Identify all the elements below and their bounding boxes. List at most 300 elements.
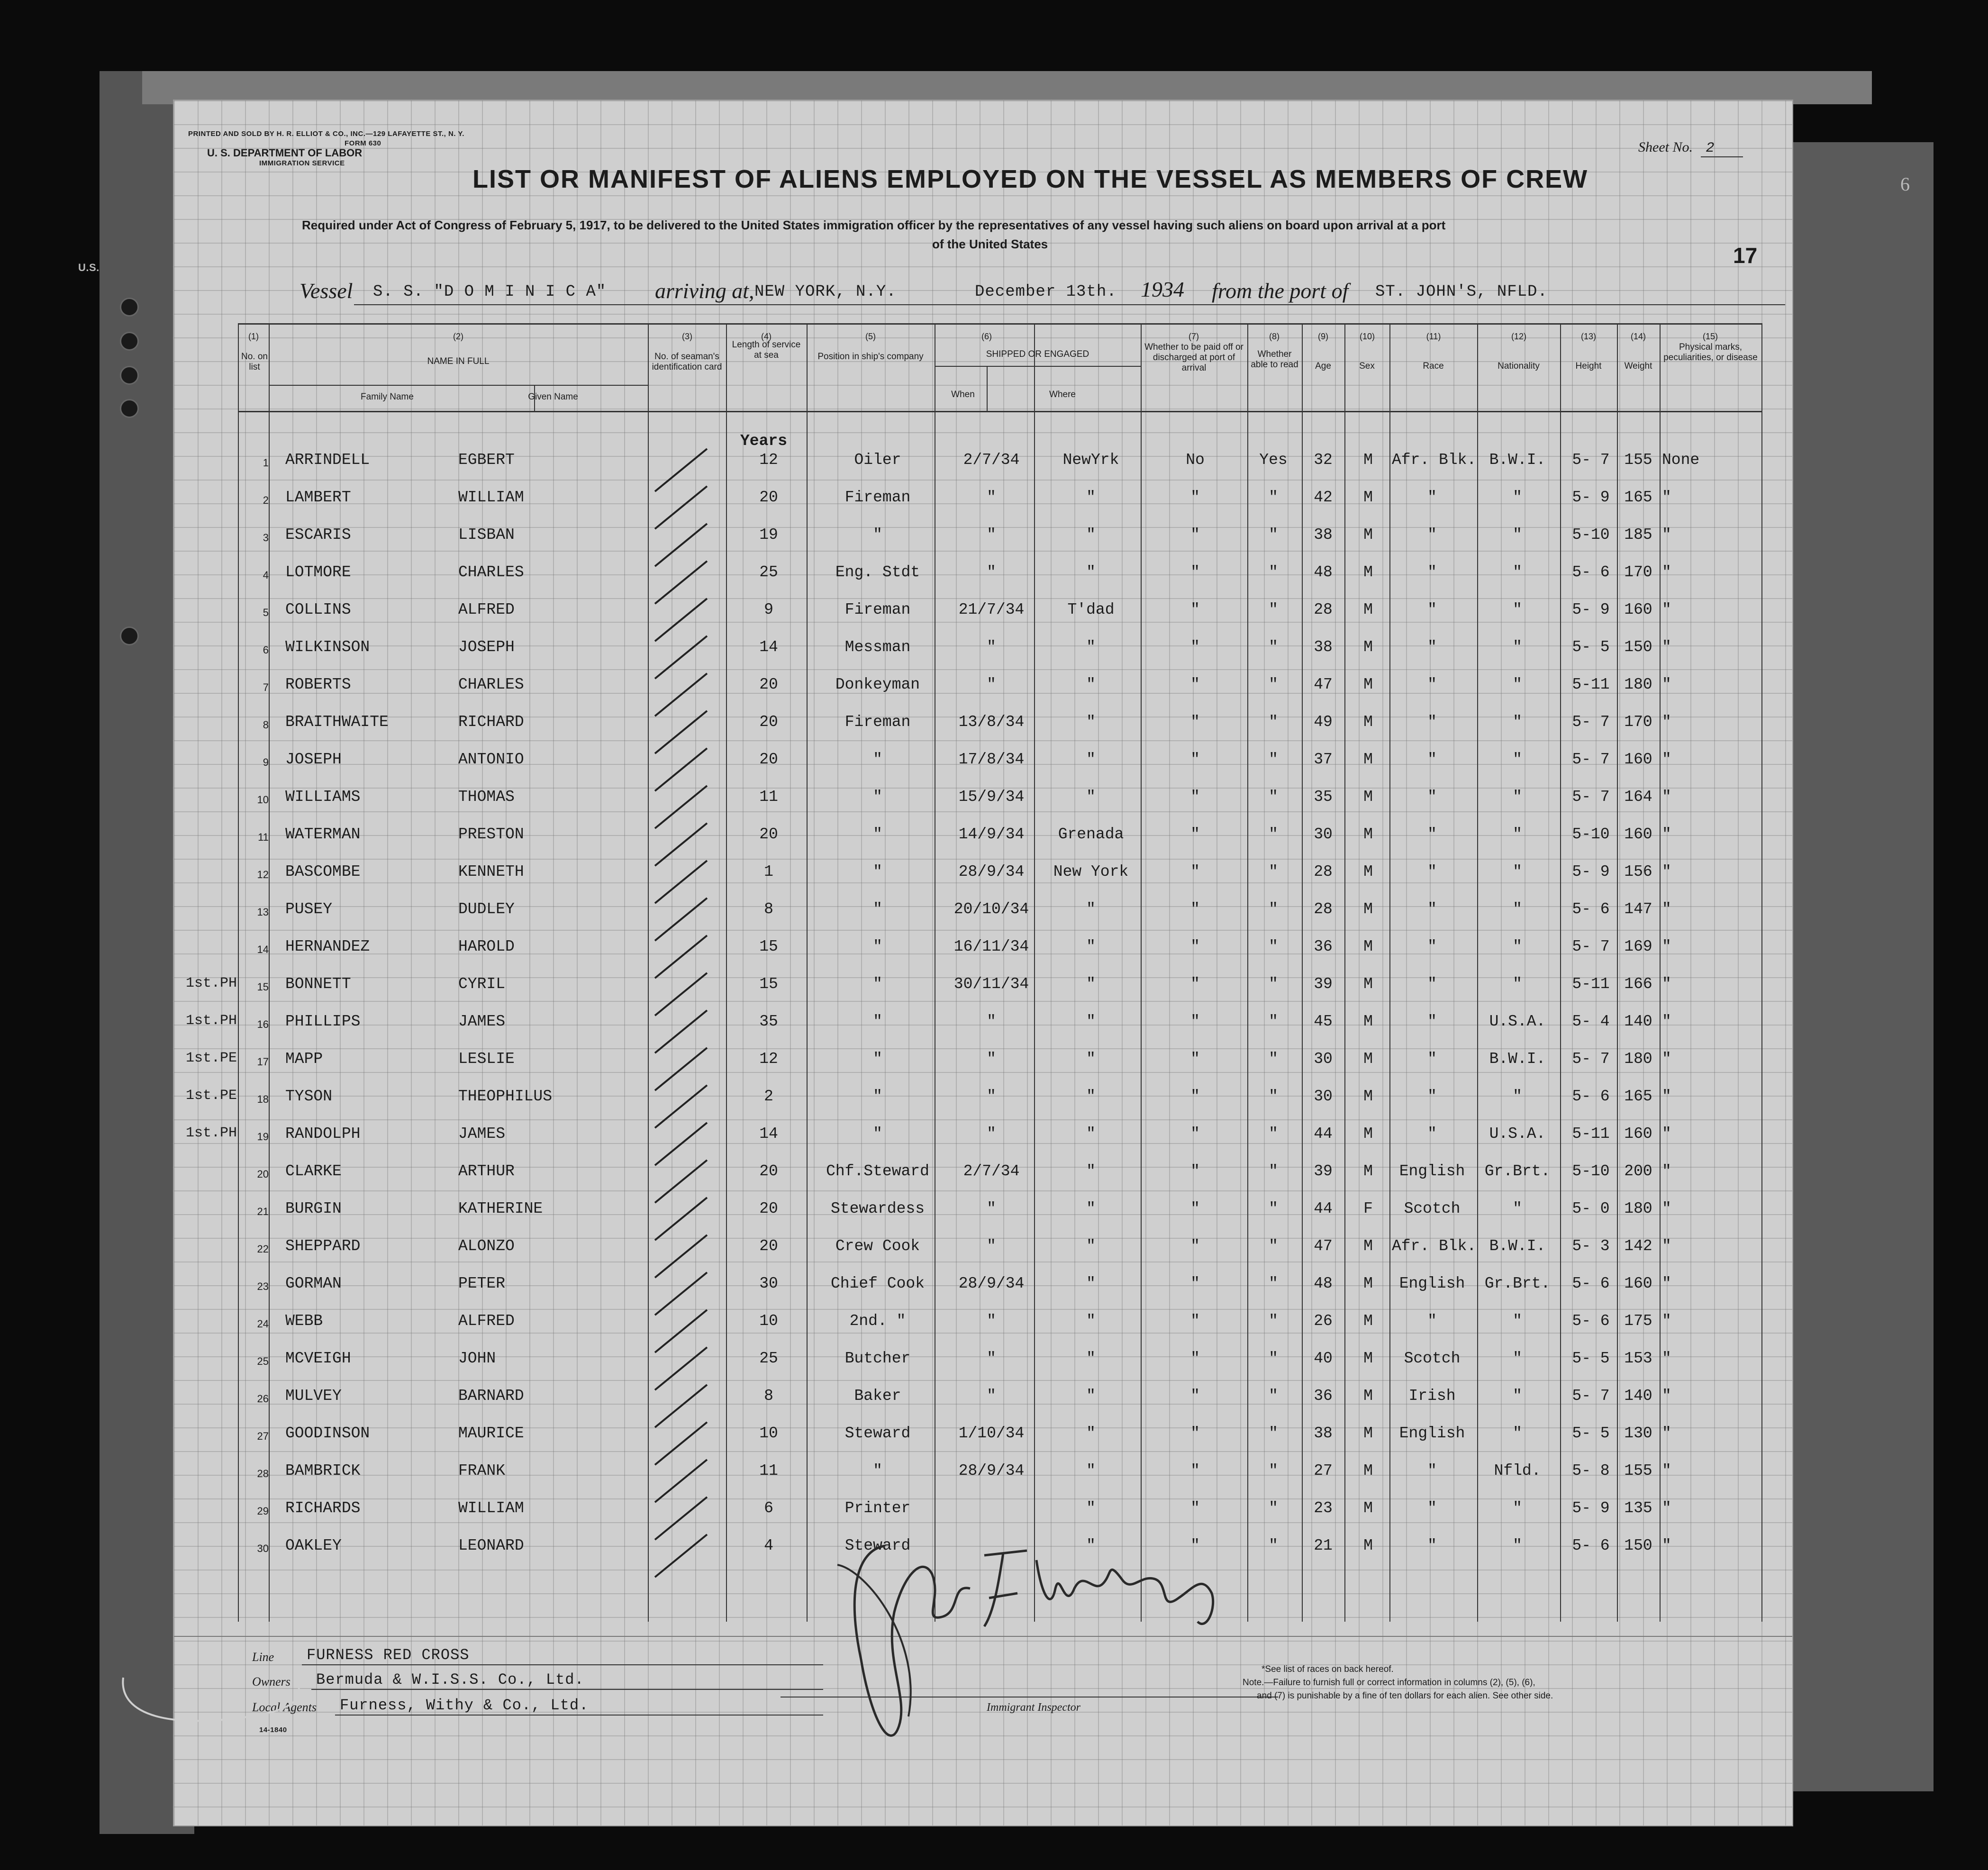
backing-sheet-right xyxy=(1791,142,1934,1791)
cell-weight: 153 xyxy=(1624,1350,1652,1367)
cell-age: 39 xyxy=(1314,1162,1333,1180)
cell-phys: " xyxy=(1662,638,1671,656)
cell-phys: " xyxy=(1662,1275,1671,1292)
cell-weight: 180 xyxy=(1624,1050,1652,1068)
arrival-date: December 13th. xyxy=(975,283,1117,301)
cell-race: Afr. Blk. xyxy=(1392,451,1477,469)
cell-given: KATHERINE xyxy=(458,1200,543,1217)
cell-weight: 164 xyxy=(1624,788,1652,806)
cell-height: 5-10 xyxy=(1572,526,1610,544)
cell-phys: " xyxy=(1662,1200,1671,1217)
cell-race: " xyxy=(1427,601,1437,618)
cell-weight: 180 xyxy=(1624,1200,1652,1217)
cell-read: " xyxy=(1269,563,1278,581)
cell-race: " xyxy=(1427,1013,1437,1030)
cell-phys: " xyxy=(1662,1537,1671,1554)
column-number: (5) xyxy=(865,332,876,341)
cell-paid: " xyxy=(1190,1499,1200,1517)
cell-height: 5- 5 xyxy=(1572,1425,1610,1442)
cell-weight: 140 xyxy=(1624,1013,1652,1030)
cell-weight: 166 xyxy=(1624,975,1652,993)
cell-given: LISBAN xyxy=(458,526,515,544)
cell-given: MAURICE xyxy=(458,1425,524,1442)
cell-no: 8 xyxy=(263,719,269,731)
owners-label: Owners xyxy=(252,1675,290,1688)
cell-service: 20 xyxy=(759,751,778,768)
cell-age: 30 xyxy=(1314,1088,1333,1105)
column-header-position: Position in ship's company xyxy=(817,352,924,362)
check-mark xyxy=(655,861,707,903)
cell-position: " xyxy=(873,526,882,544)
cell-phys: " xyxy=(1662,1387,1671,1405)
cell-read: " xyxy=(1269,1462,1278,1480)
cell-phys: " xyxy=(1662,1425,1671,1442)
cell-no: 18 xyxy=(257,1093,269,1105)
cell-where: " xyxy=(1086,713,1096,731)
arriving-port: NEW YORK, N.Y. xyxy=(754,283,897,301)
margin-us-label: U.S. xyxy=(78,262,100,273)
cell-paid: " xyxy=(1190,1350,1200,1367)
cell-when: 21/7/34 xyxy=(958,601,1025,618)
cell-sex: M xyxy=(1363,900,1373,918)
cell-no: 25 xyxy=(257,1355,269,1367)
cell-service: 19 xyxy=(759,526,778,544)
cell-where: " xyxy=(1086,1200,1096,1217)
cell-weight: 142 xyxy=(1624,1237,1652,1255)
column-number: (8) xyxy=(1269,332,1280,341)
cell-where: " xyxy=(1086,1275,1096,1292)
cell-where: " xyxy=(1086,900,1096,918)
cell-age: 27 xyxy=(1314,1462,1333,1480)
cell-phys: " xyxy=(1662,975,1671,993)
check-mark xyxy=(655,1347,707,1390)
cell-nat: " xyxy=(1513,489,1522,506)
cell-weight: 170 xyxy=(1624,713,1652,731)
cell-no: 23 xyxy=(257,1280,269,1292)
cell-race: " xyxy=(1427,938,1437,955)
cell-nat: B.W.I. xyxy=(1489,1237,1546,1255)
cell-when: " xyxy=(987,526,996,544)
cell-where: " xyxy=(1086,1013,1096,1030)
cell-weight: 130 xyxy=(1624,1425,1652,1442)
cell-family: WEBB xyxy=(285,1312,323,1330)
cell-no: 30 xyxy=(257,1543,269,1554)
cell-paid: " xyxy=(1190,676,1200,693)
column-header-nationality: Nationality xyxy=(1498,361,1540,371)
column-header-read: Whether able to read xyxy=(1251,349,1298,370)
cell-when: 28/9/34 xyxy=(958,1462,1025,1480)
cell-nat: " xyxy=(1513,1200,1522,1217)
cell-family: BAMBRICK xyxy=(285,1462,361,1480)
cell-no: 22 xyxy=(257,1243,269,1255)
agents-underline xyxy=(335,1715,823,1716)
cell-read: " xyxy=(1269,1125,1278,1143)
cell-height: 5- 5 xyxy=(1572,1350,1610,1367)
check-mark xyxy=(655,823,707,866)
arrival-year: 1934 xyxy=(1141,277,1184,301)
cell-when: 15/9/34 xyxy=(958,788,1025,806)
cell-nat: " xyxy=(1513,563,1522,581)
cell-where: " xyxy=(1086,526,1096,544)
cell-given: JAMES xyxy=(458,1013,506,1030)
cell-when: " xyxy=(987,1050,996,1068)
cell-paid: " xyxy=(1190,788,1200,806)
cell-age: 48 xyxy=(1314,1275,1333,1292)
check-mark xyxy=(655,935,707,978)
cell-given: CHARLES xyxy=(458,676,524,693)
cell-age: 44 xyxy=(1314,1200,1333,1217)
cell-sex: M xyxy=(1363,601,1373,618)
cell-when: 28/9/34 xyxy=(958,1275,1025,1292)
cell-phys: " xyxy=(1662,1312,1671,1330)
cell-when: 2/7/34 xyxy=(963,1162,1020,1180)
cell-service: 20 xyxy=(759,1162,778,1180)
cell-height: 5- 8 xyxy=(1572,1462,1610,1480)
cell-read: " xyxy=(1269,788,1278,806)
cell-race: " xyxy=(1427,975,1437,993)
cell-service: 14 xyxy=(759,638,778,656)
column-header-where: Where xyxy=(1049,390,1076,399)
cell-read: " xyxy=(1269,1537,1278,1554)
cell-phys: " xyxy=(1662,1088,1671,1105)
cell-sex: M xyxy=(1363,1125,1373,1143)
cell-race: " xyxy=(1427,788,1437,806)
cell-given: JOSEPH xyxy=(458,638,515,656)
cell-paid: " xyxy=(1190,489,1200,506)
cell-family: BONNETT xyxy=(285,975,351,993)
cell-age: 47 xyxy=(1314,1237,1333,1255)
cell-age: 36 xyxy=(1314,938,1333,955)
cell-position: " xyxy=(873,1088,882,1105)
cell-phys: " xyxy=(1662,900,1671,918)
cell-paid: " xyxy=(1190,1088,1200,1105)
cell-no: 10 xyxy=(257,794,269,806)
cell-service: 20 xyxy=(759,826,778,843)
cell-service: 20 xyxy=(759,1237,778,1255)
cell-given: HAROLD xyxy=(458,938,515,955)
cell-paid: " xyxy=(1190,1237,1200,1255)
cell-no: 21 xyxy=(257,1206,269,1217)
check-mark xyxy=(655,1085,707,1128)
cell-family: LOTMORE xyxy=(285,563,351,581)
column-header-sex: Sex xyxy=(1359,361,1375,371)
cell-when: 20/10/34 xyxy=(953,900,1029,918)
cell-age: 39 xyxy=(1314,975,1333,993)
cell-where: " xyxy=(1086,1462,1096,1480)
column-header-no-on-list: No. on list xyxy=(241,352,268,372)
note-line-2: and (7) is punishable by a fine of ten dollars for each alien. See other side. xyxy=(1257,1691,1553,1701)
cell-sex: F xyxy=(1363,1200,1373,1217)
cell-position: " xyxy=(873,788,882,806)
corner-mark: 6 xyxy=(1900,173,1910,195)
column-number: (7) xyxy=(1189,332,1199,341)
cell-race: English xyxy=(1399,1275,1465,1292)
binder-hole xyxy=(120,399,139,418)
cell-height: 5- 4 xyxy=(1572,1013,1610,1030)
cell-read: " xyxy=(1269,1387,1278,1405)
cell-age: 32 xyxy=(1314,451,1333,469)
cell-nat: U.S.A. xyxy=(1489,1125,1546,1143)
cell-race: " xyxy=(1427,1499,1437,1517)
check-mark xyxy=(655,1497,707,1540)
cell-given: PRESTON xyxy=(458,826,524,843)
from-port: ST. JOHN'S, NFLD. xyxy=(1375,283,1548,301)
cell-position: Chf.Steward xyxy=(826,1162,929,1180)
cell-read: " xyxy=(1269,526,1278,544)
note-line-1: Note.—Failure to furnish full or correct information in columns (2), (5), (6), xyxy=(1243,1678,1535,1688)
check-mark xyxy=(655,524,707,566)
cell-sex: M xyxy=(1363,713,1373,731)
cell-where: " xyxy=(1086,788,1096,806)
cell-sex: M xyxy=(1363,1088,1373,1105)
cell-given: FRANK xyxy=(458,1462,506,1480)
cell-nat: " xyxy=(1513,788,1522,806)
cell-when: 1/10/34 xyxy=(958,1425,1025,1442)
cell-family: RICHARDS xyxy=(285,1499,361,1517)
cell-family: RANDOLPH xyxy=(285,1125,361,1143)
cell-paid: " xyxy=(1190,1050,1200,1068)
cell-weight: 150 xyxy=(1624,638,1652,656)
cell-given: JAMES xyxy=(458,1125,506,1143)
check-mark xyxy=(655,1422,707,1465)
cell-nat: " xyxy=(1513,1312,1522,1330)
check-mark xyxy=(655,1235,707,1278)
years-label: Years xyxy=(740,432,788,450)
cell-age: 28 xyxy=(1314,601,1333,618)
cell-where: " xyxy=(1086,751,1096,768)
cell-sex: M xyxy=(1363,938,1373,955)
cell-no: 19 xyxy=(257,1131,269,1143)
cell-where: " xyxy=(1086,1537,1096,1554)
cell-family: GORMAN xyxy=(285,1275,342,1292)
cell-position: Messman xyxy=(844,638,911,656)
cell-family: ARRINDELL xyxy=(285,451,370,469)
cell-given: CHARLES xyxy=(458,563,524,581)
check-mark xyxy=(655,1460,707,1502)
column-number: (3) xyxy=(682,332,692,341)
check-mark xyxy=(655,1048,707,1090)
check-mark xyxy=(655,1534,707,1577)
check-mark xyxy=(655,1010,707,1053)
cell-weight: 155 xyxy=(1624,451,1652,469)
cell-given: THEOPHILUS xyxy=(458,1088,553,1105)
cell-when: " xyxy=(987,1312,996,1330)
cell-height: 5- 6 xyxy=(1572,1088,1610,1105)
cell-sex: M xyxy=(1363,638,1373,656)
from-port-label: from the port of xyxy=(1212,279,1349,303)
cell-read: " xyxy=(1269,1312,1278,1330)
margin-note: 1st.PE xyxy=(186,1050,237,1066)
cell-given: KENNETH xyxy=(458,863,524,881)
manifest-sheet xyxy=(173,100,1793,1826)
cell-family: MAPP xyxy=(285,1050,323,1068)
cell-age: 49 xyxy=(1314,713,1333,731)
cell-no: 28 xyxy=(257,1468,269,1480)
cell-no: 7 xyxy=(263,681,269,693)
inspector-signature xyxy=(828,1517,1254,1764)
cell-age: 28 xyxy=(1314,900,1333,918)
cell-position: " xyxy=(873,938,882,955)
cell-age: 36 xyxy=(1314,1387,1333,1405)
cell-given: ARTHUR xyxy=(458,1162,515,1180)
cell-weight: 160 xyxy=(1624,601,1652,618)
cell-where: " xyxy=(1086,563,1096,581)
cell-paid: " xyxy=(1190,1275,1200,1292)
cell-height: 5- 6 xyxy=(1572,563,1610,581)
cell-when: " xyxy=(987,489,996,506)
cell-where: " xyxy=(1086,1088,1096,1105)
cell-when: " xyxy=(987,1088,996,1105)
cell-where: NewYrk xyxy=(1062,451,1119,469)
cell-weight: 160 xyxy=(1624,826,1652,843)
cell-age: 47 xyxy=(1314,676,1333,693)
cell-service: 14 xyxy=(759,1125,778,1143)
cell-position: Printer xyxy=(844,1499,911,1517)
cell-family: MULVEY xyxy=(285,1387,342,1405)
cell-height: 5- 7 xyxy=(1572,788,1610,806)
cell-when: " xyxy=(987,1200,996,1217)
cell-read: " xyxy=(1269,1237,1278,1255)
cell-weight: 156 xyxy=(1624,863,1652,881)
cell-paid: " xyxy=(1190,713,1200,731)
cell-paid: " xyxy=(1190,1162,1200,1180)
cell-paid: No xyxy=(1186,451,1205,469)
vessel-label: Vessel xyxy=(300,279,353,303)
cell-nat: B.W.I. xyxy=(1489,451,1546,469)
cell-where: " xyxy=(1086,1425,1096,1442)
cell-weight: 150 xyxy=(1624,1537,1652,1554)
cell-where: " xyxy=(1086,1237,1096,1255)
cell-height: 5- 6 xyxy=(1572,1275,1610,1292)
cell-nat: " xyxy=(1513,975,1522,993)
cell-sex: M xyxy=(1363,1237,1373,1255)
cell-family: BRAITHWAITE xyxy=(285,713,389,731)
cell-no: 15 xyxy=(257,981,269,993)
cell-where: " xyxy=(1086,1499,1096,1517)
cell-paid: " xyxy=(1190,1462,1200,1480)
cell-age: 30 xyxy=(1314,1050,1333,1068)
cell-no: 11 xyxy=(258,831,269,843)
cell-nat: " xyxy=(1513,1350,1522,1367)
cell-no: 9 xyxy=(263,756,269,768)
cell-phys: " xyxy=(1662,489,1671,506)
cell-given: WILLIAM xyxy=(458,1499,524,1517)
column-header-length-service: Length of service at sea xyxy=(732,340,801,360)
check-mark xyxy=(655,1160,707,1203)
cell-given: JOHN xyxy=(458,1350,496,1367)
column-header-family-name: Family Name xyxy=(361,392,414,402)
cell-service: 35 xyxy=(759,1013,778,1030)
cell-sex: M xyxy=(1363,1425,1373,1442)
cell-weight: 180 xyxy=(1624,676,1652,693)
form-number: FORM 630 xyxy=(345,139,381,147)
cell-read: " xyxy=(1269,489,1278,506)
cell-when: 14/9/34 xyxy=(958,826,1025,843)
cell-paid: " xyxy=(1190,563,1200,581)
cell-service: 12 xyxy=(759,451,778,469)
cell-race: " xyxy=(1427,489,1437,506)
column-header-race: Race xyxy=(1423,361,1444,371)
column-number: (6) xyxy=(981,332,992,341)
cell-family: COLLINS xyxy=(285,601,351,618)
cell-family: WILKINSON xyxy=(285,638,370,656)
cell-height: 5- 7 xyxy=(1572,713,1610,731)
cell-service: 15 xyxy=(759,975,778,993)
cell-when: 2/7/34 xyxy=(963,451,1020,469)
line-underline xyxy=(302,1664,823,1665)
cell-race: " xyxy=(1427,563,1437,581)
cell-weight: 165 xyxy=(1624,489,1652,506)
cell-service: 20 xyxy=(759,676,778,693)
cell-where: T'dad xyxy=(1067,601,1115,618)
cell-read: " xyxy=(1269,1162,1278,1180)
cell-paid: " xyxy=(1190,863,1200,881)
column-header-physical: Physical marks, peculiarities, or disease xyxy=(1663,342,1758,363)
cell-no: 26 xyxy=(257,1393,269,1405)
cell-read: " xyxy=(1269,676,1278,693)
cell-sex: M xyxy=(1363,451,1373,469)
cell-weight: 147 xyxy=(1624,900,1652,918)
cell-service: 25 xyxy=(759,1350,778,1367)
cell-position: Fireman xyxy=(844,601,911,618)
cell-age: 28 xyxy=(1314,863,1333,881)
vessel-name: S. S. "D O M I N I C A" xyxy=(373,283,607,301)
cell-height: 5-11 xyxy=(1572,1125,1610,1143)
cell-position: " xyxy=(873,1013,882,1030)
cell-phys: " xyxy=(1662,863,1671,881)
cell-no: 20 xyxy=(257,1168,269,1180)
cell-age: 30 xyxy=(1314,826,1333,843)
cell-nat: " xyxy=(1513,638,1522,656)
cell-nat: Nfld. xyxy=(1494,1462,1541,1480)
cell-given: LEONARD xyxy=(458,1537,524,1554)
cell-when: " xyxy=(987,638,996,656)
cell-phys: " xyxy=(1662,563,1671,581)
cell-race: " xyxy=(1427,863,1437,881)
cell-service: 8 xyxy=(764,1387,773,1405)
cell-nat: " xyxy=(1513,1537,1522,1554)
cell-given: RICHARD xyxy=(458,713,524,731)
cell-family: JOSEPH xyxy=(285,751,342,768)
cell-family: WATERMAN xyxy=(285,826,361,843)
cell-family: LAMBERT xyxy=(285,489,351,506)
cell-height: 5- 7 xyxy=(1572,1387,1610,1405)
cell-read: " xyxy=(1269,638,1278,656)
cell-weight: 185 xyxy=(1624,526,1652,544)
cell-read: " xyxy=(1269,900,1278,918)
cell-nat: " xyxy=(1513,1088,1522,1105)
cell-height: 5- 6 xyxy=(1572,900,1610,918)
cell-position: " xyxy=(873,1125,882,1143)
cell-no: 13 xyxy=(257,906,269,918)
check-mark xyxy=(655,973,707,1016)
cell-position: Fireman xyxy=(844,489,911,506)
cell-service: 15 xyxy=(759,938,778,955)
cell-given: LESLIE xyxy=(458,1050,515,1068)
cell-sex: M xyxy=(1363,1275,1373,1292)
cell-position: Donkeyman xyxy=(835,676,920,693)
cell-phys: " xyxy=(1662,1162,1671,1180)
cell-phys: " xyxy=(1662,1499,1671,1517)
owners-underline xyxy=(311,1689,823,1690)
cell-height: 5- 9 xyxy=(1572,1499,1610,1517)
cell-sex: M xyxy=(1363,1050,1373,1068)
cell-read: " xyxy=(1269,601,1278,618)
column-number: (10) xyxy=(1359,332,1375,341)
form-code: 14-1840 xyxy=(259,1726,287,1734)
cell-phys: " xyxy=(1662,676,1671,693)
cell-sex: M xyxy=(1363,751,1373,768)
